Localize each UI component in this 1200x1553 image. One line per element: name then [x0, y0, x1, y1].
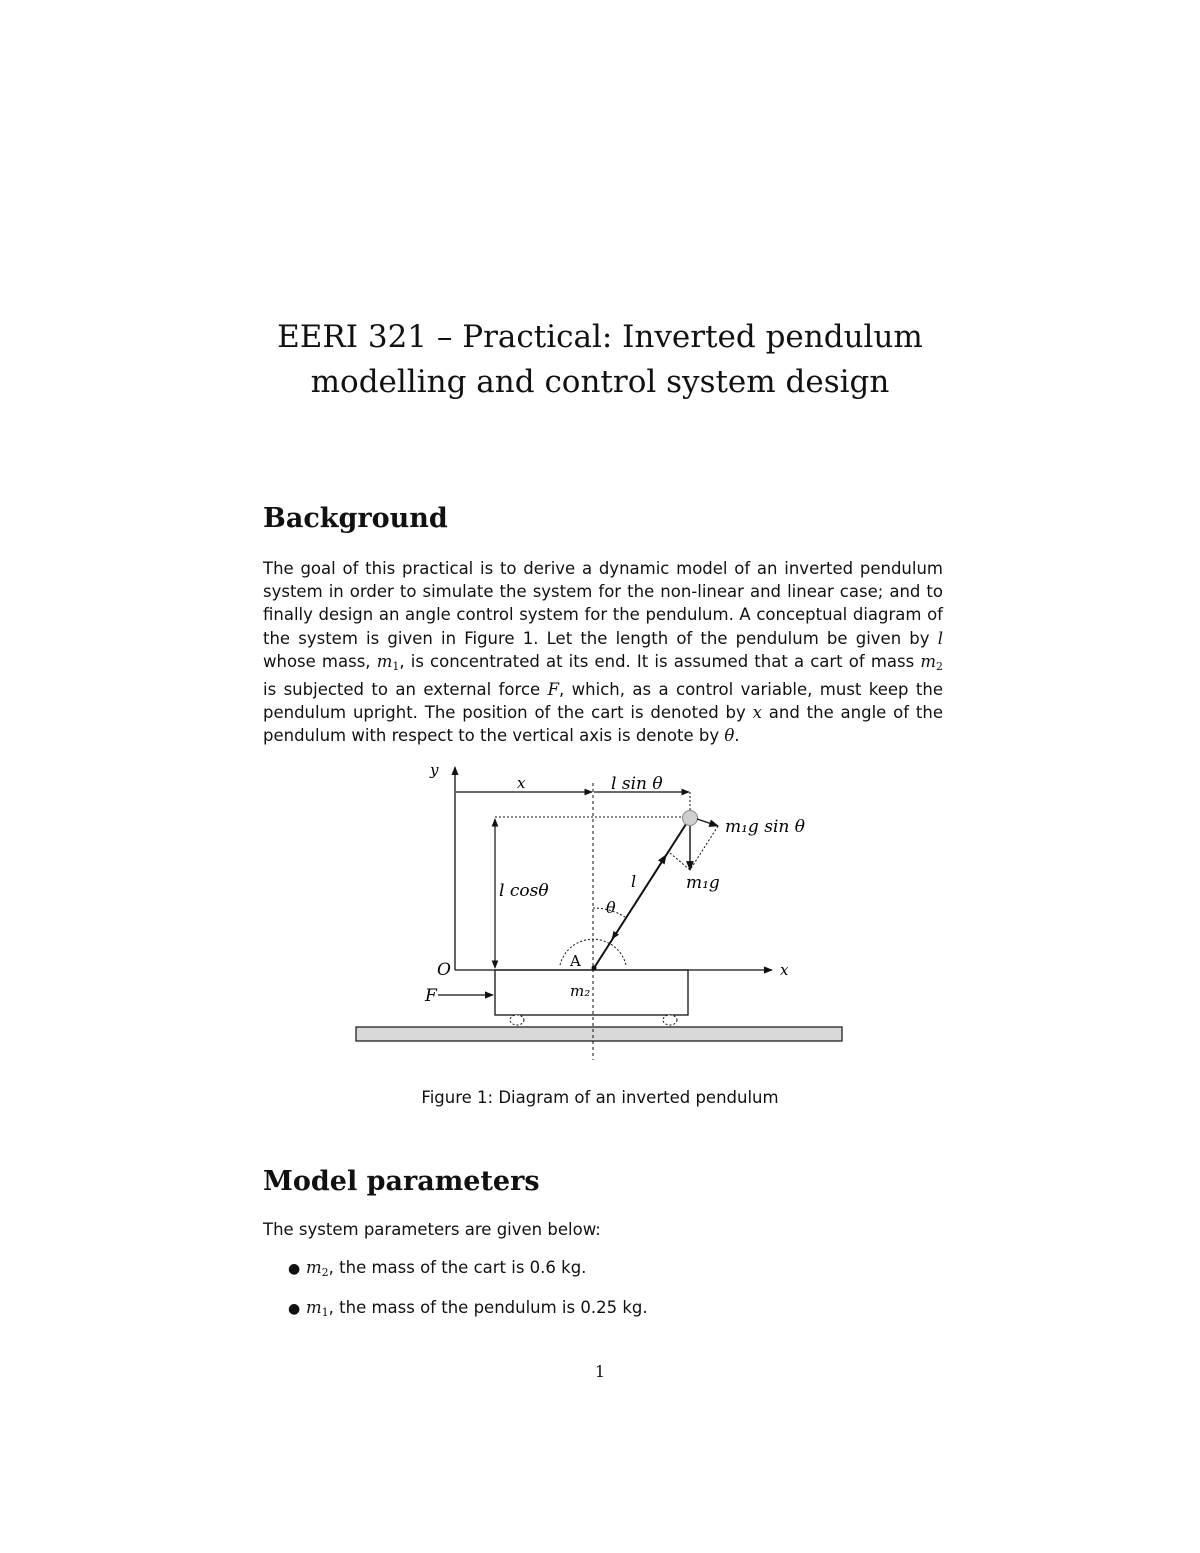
list-item: ● $m_1$, the mass of the pendulum is 0.25 kg. — [288, 1298, 648, 1319]
figure-caption: Figure 1: Diagram of an inverted pendulum — [421, 1088, 779, 1107]
bullet-icon: ● — [288, 1301, 301, 1317]
pendulum-bob — [683, 811, 698, 826]
background-heading: Background — [263, 503, 448, 534]
force-parallelogram-2 — [670, 853, 690, 870]
label-origin: O — [437, 960, 451, 980]
inverted-pendulum-diagram — [0, 755, 1200, 1075]
label-lsin: l sin θ — [611, 774, 663, 794]
right-wheel — [663, 1015, 677, 1025]
document-title — [0, 315, 1200, 405]
model-parameters-heading: Model parameters — [263, 1166, 540, 1197]
title-line-2: modelling and control system design — [310, 364, 890, 400]
cart-body — [495, 970, 688, 1015]
label-x-top: x — [517, 774, 526, 792]
label-x-axis: x — [780, 961, 789, 979]
label-cart-mass: m₂ — [570, 982, 591, 1000]
force-parallelogram-1 — [690, 826, 718, 870]
ground-surface — [356, 1027, 842, 1041]
label-pivot: A — [570, 952, 581, 970]
list-item: ● $m_2$, the mass of the cart is 0.6 kg. — [288, 1258, 587, 1279]
label-lcos: l cosθ — [499, 881, 549, 901]
pivot-point — [592, 966, 597, 971]
background-paragraph: The goal of this practical is to derive a dynamic model of an inverted pendulum system in order to simulate the system for the non-linear and linear case; and to finally design an angle control system for the pendulum. A conceptual diagram of the system is given in Figure 1. Let the length of the pendulum be given by l whose mass, $m_1$, is concentrated at its end. It is assumed that a cart of mass $m_2$ is subjected to an external force F, which, as a control variable, must keep the pendulum upright. The position of the cart is denoted by x and the angle of the pendulum with respect to the vertical axis is denote by θ. — [263, 559, 943, 746]
left-wheel — [510, 1015, 524, 1025]
bullet-icon: ● — [288, 1261, 301, 1277]
label-y-axis: y — [430, 761, 439, 779]
rod-arrow-down — [612, 920, 625, 939]
tangential-force-arrow — [697, 819, 718, 826]
page-number: 1 — [594, 1362, 606, 1381]
rod-arrow-up — [640, 855, 666, 896]
label-m1g-sin: m₁g sin θ — [725, 817, 805, 837]
label-theta: θ — [606, 898, 616, 917]
label-rod-length: l — [631, 872, 637, 891]
model-parameters-intro: The system parameters are given below: — [263, 1220, 601, 1239]
label-m1g: m₁g — [686, 873, 720, 893]
label-force: F — [425, 986, 437, 1006]
title-line-1: EERI 321 – Practical: Inverted pendulum — [277, 319, 923, 355]
